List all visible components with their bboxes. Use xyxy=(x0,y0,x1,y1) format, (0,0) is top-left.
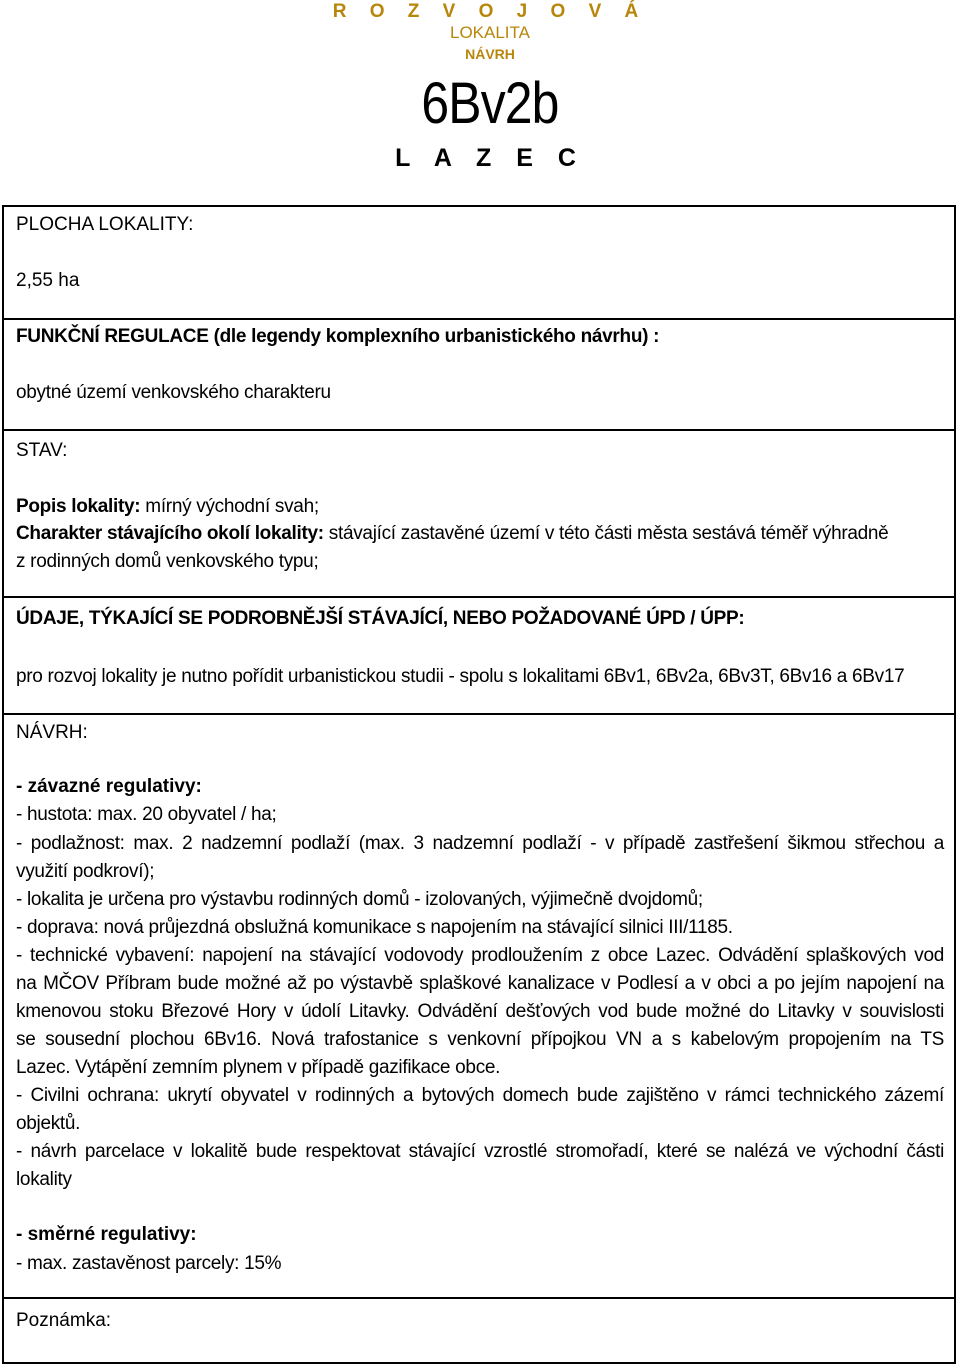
popis-value: mírný východní svah; xyxy=(145,496,319,517)
regulativ-line: objektů. xyxy=(16,1113,81,1134)
regulativ-line: využití podkroví); xyxy=(16,861,155,882)
divider xyxy=(4,318,954,320)
lokalita-label: LOKALITA xyxy=(450,23,530,42)
locality-table xyxy=(2,205,956,1364)
regulativ-line: - doprava: nová průjezdná obslužná komunikace s napojením na stávající silnici III/1185. xyxy=(16,917,733,938)
regulativ-line: Lazec. Vytápění zemním plynem v případě gazifikace obce. xyxy=(16,1057,501,1078)
regulativ-line: - hustota: max. 20 obyvatel / ha; xyxy=(16,804,277,825)
smerne-label: - směrné regulativy: xyxy=(16,1224,197,1245)
navrh-label: NÁVRH xyxy=(465,46,515,62)
divider xyxy=(4,713,954,715)
regulativ-line: - lokalita je určena pro výstavbu rodinných domů - izolovaných, výjimečně dvojdomů; xyxy=(16,889,703,910)
locality-code: 6Bv2b xyxy=(421,71,559,136)
regulativ-line: - podlažnost: max. 2 nadzemní podlaží (max. 3 nadzemní podlaží - v případě zastřešení šikmou střechou a xyxy=(16,833,944,854)
stav-label: STAV: xyxy=(16,440,68,461)
charakter-label: Charakter stávajícího okolí lokality: xyxy=(16,523,324,544)
popis-label: Popis lokality: xyxy=(16,496,141,517)
regulativ-line: lokality xyxy=(16,1169,72,1190)
divider xyxy=(4,1297,954,1299)
poznamka-label: Poznámka: xyxy=(16,1310,112,1331)
regulativ-line: - návrh parcelace v lokalitě bude respektovat stávající vzrostlé stromořadí, které se nalézá ve východní části xyxy=(16,1141,944,1162)
regulativ-line: - technické vybavení: napojení na stávající vodovody prodloužením z obce Lazec. Odvádění splaškových vod xyxy=(16,945,944,966)
smerne-value: - max. zastavěnost parcely: 15% xyxy=(16,1253,282,1274)
navrh-heading: NÁVRH: xyxy=(16,722,88,743)
regulativ-line: kmenovou stoku Březové Hory v údolí Litavky. Odvádění dešťových vod bude možné do Litavky v souvislosti xyxy=(16,1001,944,1022)
plocha-value: 2,55 ha xyxy=(16,270,80,291)
charakter-line xyxy=(16,520,888,547)
charakter-continuation: z rodinných domů venkovského typu; xyxy=(16,551,319,572)
udaje-label: ÚDAJE, TÝKAJÍCÍ SE PODROBNĚJŠÍ STÁVAJÍCÍ, NEBO POŽADOVANÉ ÚPD / ÚPP: xyxy=(16,608,745,629)
funkcni-value: obytné území venkovského charakteru xyxy=(16,382,331,403)
regulativ-line: - Civilni ochrana: ukrytí obyvatel v rodinných a bytových domech bude zajištěno v rámci technického zázemí xyxy=(16,1085,944,1106)
popis-line xyxy=(16,493,319,520)
regulativ-line: se sousední plochou 6Bv16. Nová trafostanice s venkovní přípojkou VN a s kabelovým propojením na TS xyxy=(16,1029,944,1050)
divider xyxy=(4,429,954,431)
charakter-value: stávající zastavěné území v této části města sestává téměř výhradně xyxy=(328,523,889,544)
funkcni-label: FUNKČNÍ REGULACE (dle legendy komplexního urbanistického návrhu) : xyxy=(16,326,660,347)
divider xyxy=(4,596,954,598)
plocha-label: PLOCHA LOKALITY: xyxy=(16,214,194,235)
category-heading: R O Z V O J O V Á xyxy=(332,1,648,22)
zavazne-label: - závazné regulativy: xyxy=(16,776,202,797)
regulativ-line: na MČOV Příbram bude možné až po výstavbě splaškové kanalizace v Podlesí a v obci a po jejím napojení na xyxy=(16,973,944,994)
udaje-value: pro rozvoj lokality je nutno pořídit urbanistickou studii - spolu s lokalitami 6Bv1, 6Bv2a, 6Bv3T, 6Bv16 a 6Bv17 xyxy=(16,666,905,687)
locality-name: L A Z E C xyxy=(395,144,585,172)
page-header xyxy=(0,0,960,205)
